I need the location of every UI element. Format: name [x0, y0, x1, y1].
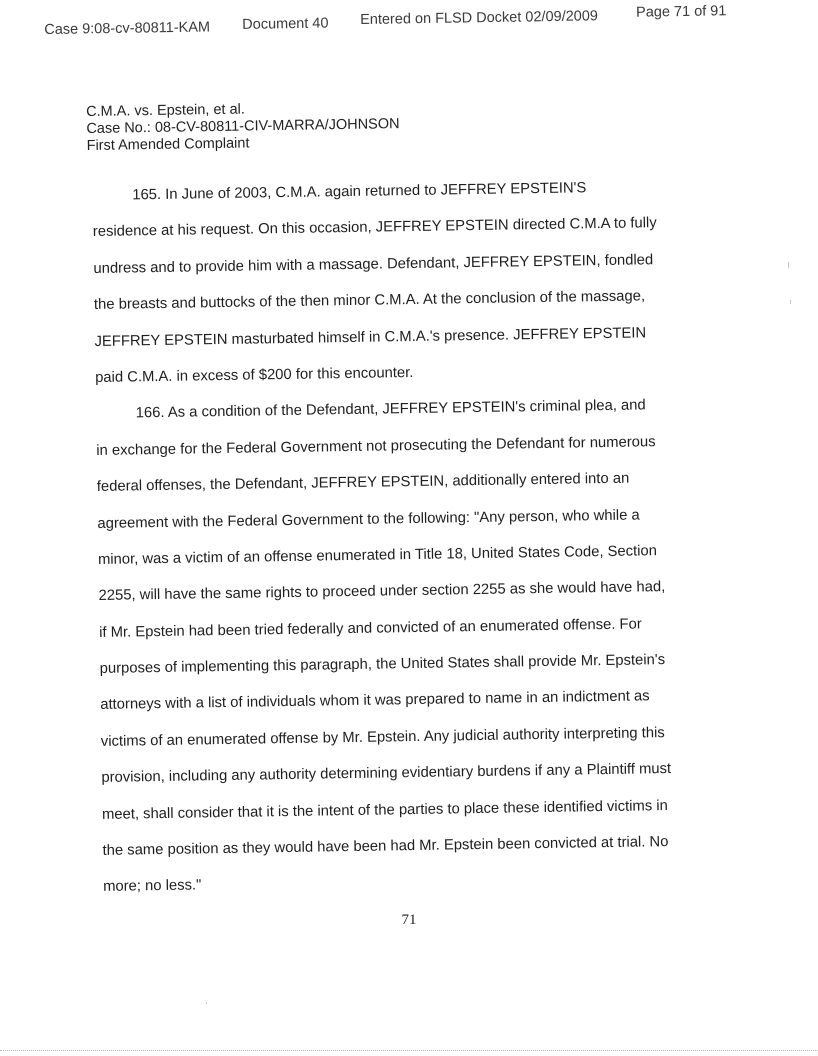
case-number-stamp: Case 9:08-cv-80811-KAM [44, 19, 211, 38]
text-line: attorneys with a list of individuals whom it was prepared to name in an indictment as [100, 688, 650, 714]
text-line: victims of an enumerated offense by Mr. Epstein. Any judicial authority interpreting this [100, 724, 665, 750]
text-line: residence at his request. On this occasion, JEFFREY EPSTEIN directed C.M.A to fully [92, 215, 657, 241]
paragraph-166 [95, 387, 723, 906]
text-line: 165. In June of 2003, C.M.A. again returned to JEFFREY EPSTEIN'S [132, 180, 587, 204]
text-line: the same position as they would have been had Mr. Epstein been convicted at trial. No [102, 834, 669, 859]
text-line: minor, was a victim of an offense enumerated in Title 18, United States Code, Section [97, 543, 658, 568]
paragraph-165 [92, 168, 715, 396]
text-line: agreement with the Federal Government to the following: "Any person, who while a [97, 506, 640, 532]
scan-artifact [790, 300, 791, 304]
text-line: undress and to provide him with a massage. Defendant, JEFFREY EPSTEIN, fondled [93, 251, 654, 277]
page-number: 71 [401, 912, 417, 928]
text-line: federal offenses, the Defendant, JEFFREY EPSTEIN, additionally entered into an [96, 470, 630, 496]
caption-document-title: First Amended Complaint [86, 135, 250, 154]
text-line: if Mr. Epstein had been tried federally and convicted of an enumerated offense. For [99, 616, 642, 641]
text-line: 166. As a condition of the Defendant, JEFFREY EPSTEIN's criminal plea, and [135, 397, 646, 422]
caption-case-number: Case No.: 08-CV-80811-CIV-MARRA/JOHNSON [86, 116, 400, 137]
text-line: more; no less." [103, 877, 202, 896]
text-line: 2255, will have the same rights to proceed under section 2255 as she would have had, [98, 579, 666, 605]
caption-parties: C.M.A. vs. Epstein, et al. [86, 101, 245, 120]
text-line: purposes of implementing this paragraph, the United States shall provide Mr. Epstein's [99, 652, 666, 678]
text-line: in exchange for the Federal Government not prosecuting the Defendant for numerous [96, 433, 656, 459]
docket-entry-stamp: Entered on FLSD Docket 02/09/2009 [360, 8, 599, 29]
text-line: JEFFREY EPSTEIN masturbated himself in C.M.A.'s presence. JEFFREY EPSTEIN [94, 324, 647, 350]
scan-edge-line [0, 1050, 818, 1052]
page-count-stamp: Page 71 of 91 [635, 3, 727, 21]
complaint-body [92, 168, 723, 905]
text-line: meet, shall consider that it is the intent of the parties to place these identified victims in [101, 797, 668, 823]
text-line: provision, including any authority determining evidentiary burdens if any a Plaintiff must [101, 761, 672, 787]
case-caption [86, 99, 400, 155]
text-line: paid C.M.A. in excess of $200 for this encounter. [95, 364, 414, 386]
filing-stamp-header [44, 1, 744, 38]
text-line: the breasts and buttocks of the then minor C.M.A. At the conclusion of the massage, [93, 288, 646, 314]
scan-artifact [788, 262, 789, 268]
document-number-stamp: Document 40 [242, 15, 329, 33]
scan-artifact [206, 1002, 207, 1004]
